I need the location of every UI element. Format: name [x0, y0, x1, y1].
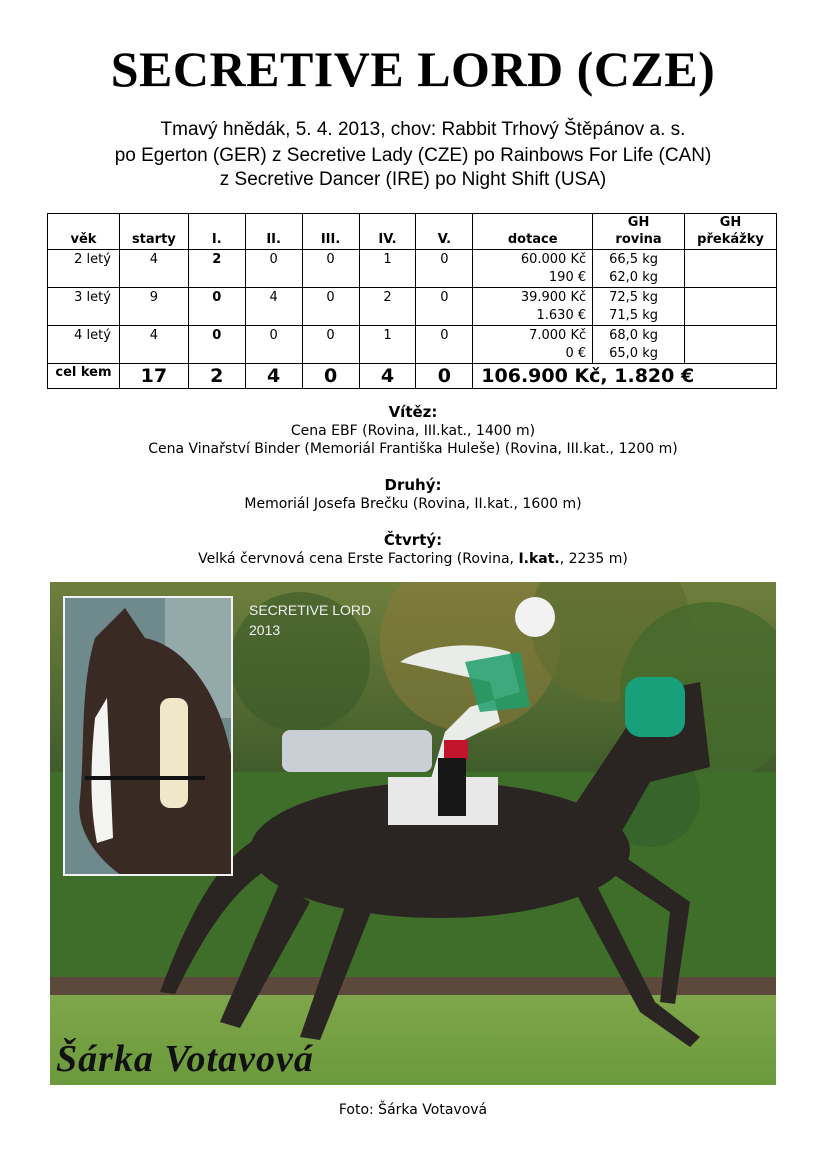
total-starts: 17 — [119, 364, 188, 389]
place-1-cell: 2 — [188, 250, 245, 288]
horse-name-title: SECRETIVE LORD (CZE) — [110, 41, 716, 97]
place-2-cell: 0 — [245, 326, 302, 364]
fourth-race-1: Velká červnová cena Erste Factoring (Rovina, I.kat., 2235 m) — [198, 551, 628, 567]
second-race-1: Memoriál Josefa Brečku (Rovina, II.kat., 1600 m) — [244, 496, 582, 512]
gh-flat-cell: 72,5 kg 71,5 kg — [593, 288, 685, 326]
gh-flat-cell: 68,0 kg 65,0 kg — [593, 326, 685, 364]
gh-flat-cell: 66,5 kg 62,0 kg — [593, 250, 685, 288]
starts-cell: 4 — [119, 250, 188, 288]
prize-money-cell: 7.000 Kč 0 € — [473, 326, 593, 364]
winner-heading: Vítěz: — [388, 403, 438, 421]
header-place-3: III. — [302, 214, 359, 250]
header-gh-jumps: GH překážky — [685, 214, 777, 250]
age-cell: 4 letý — [48, 326, 120, 364]
horse-info-line: Tmavý hnědák, 5. 4. 2013, chov: Rabbit Trhový Štěpánov a. s. — [160, 119, 686, 140]
table-total-row — [48, 364, 777, 389]
place-1-cell: 0 — [188, 326, 245, 364]
header-gh-flat: GH rovina — [593, 214, 685, 250]
header-place-2: II. — [245, 214, 302, 250]
total-place-2: 4 — [245, 364, 302, 389]
photo-credit: Foto: Šárka Votavová — [338, 1102, 488, 1118]
horse-head-inset-photo — [63, 596, 233, 876]
place-5-cell: 0 — [416, 288, 473, 326]
header-age: věk — [48, 214, 120, 250]
gh-jumps-cell — [685, 250, 777, 288]
pedigree-line: po Egerton (GER) z Secretive Lady (CZE) po Rainbows For Life (CAN) — [114, 145, 712, 166]
starts-cell: 9 — [119, 288, 188, 326]
winner-race-2: Cena Vinařství Binder (Memoriál Františka Huleše) (Rovina, III.kat., 1200 m) — [148, 441, 678, 457]
place-4-cell: 1 — [359, 250, 416, 288]
pedigree-line-dam: z Secretive Dancer (IRE) po Night Shift (USA) — [219, 169, 607, 190]
photographer-signature: Šárka Votavová — [56, 1038, 314, 1080]
place-3-cell: 0 — [302, 288, 359, 326]
table-header-row — [48, 214, 777, 250]
header-starts: starty — [119, 214, 188, 250]
place-1-cell: 0 — [188, 288, 245, 326]
race-statistics-table — [47, 213, 777, 389]
place-2-cell: 4 — [245, 288, 302, 326]
photo-caption-year: 2013 — [249, 622, 281, 638]
age-cell: 2 letý — [48, 250, 120, 288]
table-row — [48, 250, 777, 288]
total-label: cel kem — [48, 364, 120, 389]
place-5-cell: 0 — [416, 326, 473, 364]
total-place-3: 0 — [302, 364, 359, 389]
horse-photo — [50, 582, 776, 1085]
gh-jumps-cell — [685, 326, 777, 364]
table-row — [48, 288, 777, 326]
place-5-cell: 0 — [416, 250, 473, 288]
fourth-heading: Čtvrtý: — [383, 531, 443, 549]
total-place-4: 4 — [359, 364, 416, 389]
header-place-5: V. — [416, 214, 473, 250]
place-4-cell: 1 — [359, 326, 416, 364]
total-place-1: 2 — [188, 364, 245, 389]
gh-jumps-cell — [685, 288, 777, 326]
total-prize-money: 106.900 Kč, 1.820 € — [473, 364, 777, 389]
total-place-5: 0 — [416, 364, 473, 389]
prize-money-cell: 60.000 Kč 190 € — [473, 250, 593, 288]
winner-race-1: Cena EBF (Rovina, III.kat., 1400 m) — [290, 423, 536, 439]
place-4-cell: 2 — [359, 288, 416, 326]
photo-caption-name: SECRETIVE LORD — [249, 602, 372, 618]
prize-money-cell: 39.900 Kč 1.630 € — [473, 288, 593, 326]
photo-caption — [249, 600, 371, 640]
place-2-cell: 0 — [245, 250, 302, 288]
header-prize-money: dotace — [473, 214, 593, 250]
header-place-1: I. — [188, 214, 245, 250]
age-cell: 3 letý — [48, 288, 120, 326]
place-3-cell: 0 — [302, 250, 359, 288]
starts-cell: 4 — [119, 326, 188, 364]
header-place-4: IV. — [359, 214, 416, 250]
second-heading: Druhý: — [384, 476, 442, 494]
table-row — [48, 326, 777, 364]
horse-head-illustration — [65, 598, 233, 876]
place-3-cell: 0 — [302, 326, 359, 364]
